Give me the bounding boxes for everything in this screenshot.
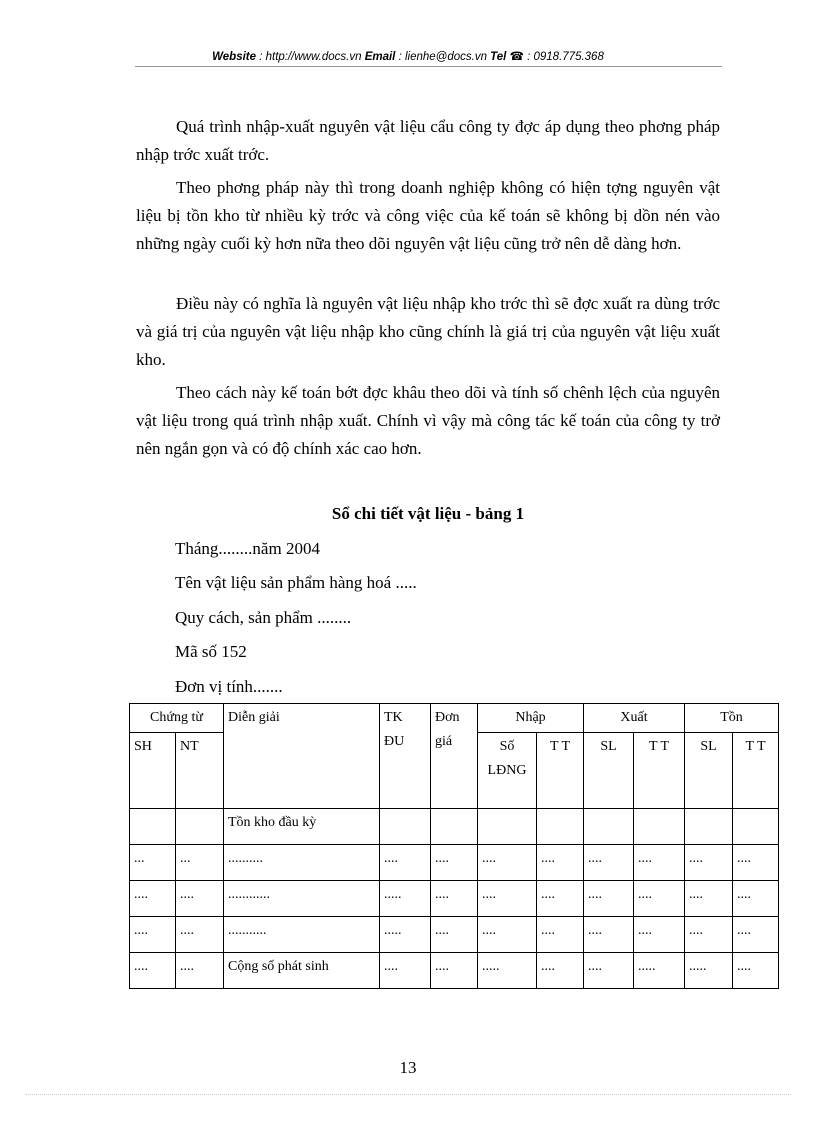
page-number: 13 bbox=[399, 1058, 417, 1077]
table-cell: .... bbox=[478, 881, 537, 917]
meta-code: Mã số 152 bbox=[175, 642, 247, 661]
table-cell bbox=[130, 809, 176, 845]
meta-unit: Đơn vị tính....... bbox=[175, 677, 283, 696]
website-value[interactable]: : http://www.docs.vn bbox=[259, 51, 362, 63]
table-cell: .... bbox=[431, 917, 478, 953]
header-dien-giai: Diễn giải bbox=[224, 704, 380, 809]
table-cell: .... bbox=[634, 881, 685, 917]
table-cell: .... bbox=[130, 917, 176, 953]
header-xuat-sl: SL bbox=[584, 733, 634, 809]
table-cell: .... bbox=[380, 953, 431, 989]
table-cell: .... bbox=[176, 953, 224, 989]
table-cell: ..... bbox=[685, 953, 733, 989]
table-cell: .... bbox=[380, 845, 431, 881]
header-ton-sl: SL bbox=[685, 733, 733, 809]
email-label: Email bbox=[364, 51, 396, 63]
header-ton: Tồn bbox=[685, 704, 779, 733]
table-cell: ............ bbox=[224, 881, 380, 917]
table-cell bbox=[176, 809, 224, 845]
table-cell: .... bbox=[431, 881, 478, 917]
table-cell: ..... bbox=[478, 953, 537, 989]
table-row bbox=[130, 845, 779, 881]
paragraph-2: Theo phơng pháp này thì trong doanh nghiệp không có hiện tợng nguyên vật liệu bị tồn kho từ nhiều kỳ trớc và công việc của kế toán sẽ không bị dồn nén vào những ngày cuối kỳ hơn nữa theo dõi nguyên vật liệu cũng trở nên dễ dàng hơn. bbox=[136, 178, 720, 253]
table-cell bbox=[685, 809, 733, 845]
table-cell: .... bbox=[733, 917, 779, 953]
table-cell bbox=[380, 809, 431, 845]
table-cell: ... bbox=[130, 845, 176, 881]
table-cell: .... bbox=[431, 953, 478, 989]
table-cell bbox=[478, 809, 537, 845]
table-cell bbox=[537, 809, 584, 845]
table-cell: Cộng số phát sinh bbox=[224, 953, 380, 989]
table-cell: .... bbox=[733, 845, 779, 881]
page-header bbox=[0, 49, 816, 63]
table-row bbox=[130, 809, 779, 845]
header-don-gia: Đơn giá bbox=[431, 704, 478, 809]
table-row bbox=[130, 917, 779, 953]
table-cell: .... bbox=[537, 881, 584, 917]
header-nhap-sl: Số LĐNG bbox=[478, 733, 537, 809]
website-label: Website bbox=[212, 51, 257, 63]
table-cell: .... bbox=[584, 845, 634, 881]
table-cell: .... bbox=[537, 845, 584, 881]
table-cell: .... bbox=[431, 845, 478, 881]
table-cell: ........... bbox=[224, 917, 380, 953]
table-cell: .... bbox=[584, 917, 634, 953]
table-cell: .... bbox=[685, 881, 733, 917]
table-cell: .... bbox=[537, 953, 584, 989]
table-cell: .... bbox=[634, 845, 685, 881]
footer-divider bbox=[25, 1094, 791, 1095]
meta-month-year: Tháng........năm 2004 bbox=[175, 539, 320, 558]
table-cell: ..... bbox=[634, 953, 685, 989]
table-cell: ..... bbox=[380, 881, 431, 917]
header-ton-tt: T T bbox=[733, 733, 779, 809]
table-cell: .... bbox=[478, 845, 537, 881]
table-cell: .... bbox=[685, 917, 733, 953]
table-cell: .... bbox=[634, 917, 685, 953]
paragraph-4: Theo cách này kế toán bớt đợc khâu theo dõi và tính số chênh lệch của nguyên vật liệu trong quá trình nhập xuất. Chính vì vậy mà công tác kế toán của công ty trở nên ngắn gọn và có độ chính xác cao hơn. bbox=[136, 383, 720, 458]
header-nhap-tt: T T bbox=[537, 733, 584, 809]
tel-value: : 0918.775.368 bbox=[527, 51, 604, 63]
header-nhap: Nhập bbox=[478, 704, 584, 733]
table-cell: .... bbox=[176, 881, 224, 917]
table-cell: .... bbox=[537, 917, 584, 953]
header-xuat: Xuất bbox=[584, 704, 685, 733]
table-cell: ... bbox=[176, 845, 224, 881]
paragraph-3: Điều này có nghĩa là nguyên vật liệu nhập kho trớc thì sẽ đợc xuất ra dùng trớc và giá trị của nguyên vật liệu nhập kho cũng chính là giá trị của nguyên vật liệu xuất kho. bbox=[136, 294, 720, 369]
meta-material-name: Tên vật liệu sản phẩm hàng hoá ..... bbox=[175, 573, 417, 592]
table-cell: .... bbox=[733, 953, 779, 989]
table-cell: .... bbox=[130, 953, 176, 989]
table-cell: .... bbox=[584, 953, 634, 989]
phone-icon: ☎ bbox=[509, 51, 524, 63]
ledger-table bbox=[129, 703, 779, 989]
table-header-row bbox=[130, 704, 779, 733]
table-cell: .... bbox=[733, 881, 779, 917]
email-value[interactable]: : lienhe@docs.vn bbox=[398, 51, 487, 63]
table-cell: .......... bbox=[224, 845, 380, 881]
tel-label: Tel bbox=[490, 51, 507, 63]
table-cell bbox=[584, 809, 634, 845]
section-title: Sổ chi tiết vật liệu - bảng 1 bbox=[331, 504, 525, 523]
table-cell bbox=[634, 809, 685, 845]
meta-specification: Quy cách, sản phẩm ........ bbox=[175, 608, 352, 627]
table-cell: .... bbox=[584, 881, 634, 917]
paragraph-1: Quá trình nhập-xuất nguyên vật liệu cẩu công ty đợc áp dụng theo phơng pháp nhập trớc xuất trớc. bbox=[136, 117, 720, 164]
table-cell: Tồn kho đầu kỳ bbox=[224, 809, 380, 845]
table-cell: .... bbox=[478, 917, 537, 953]
table-row bbox=[130, 881, 779, 917]
header-chung-tu: Chứng từ bbox=[130, 704, 224, 733]
table-row bbox=[130, 953, 779, 989]
table-cell: ..... bbox=[380, 917, 431, 953]
table-cell: .... bbox=[130, 881, 176, 917]
table-cell: .... bbox=[685, 845, 733, 881]
table-cell bbox=[733, 809, 779, 845]
header-xuat-tt: T T bbox=[634, 733, 685, 809]
header-nt: NT bbox=[176, 733, 224, 809]
header-sh: SH bbox=[130, 733, 176, 809]
table-cell bbox=[431, 809, 478, 845]
header-tk-du: TK ĐU bbox=[380, 704, 431, 809]
header-divider bbox=[135, 66, 722, 67]
table-cell: .... bbox=[176, 917, 224, 953]
